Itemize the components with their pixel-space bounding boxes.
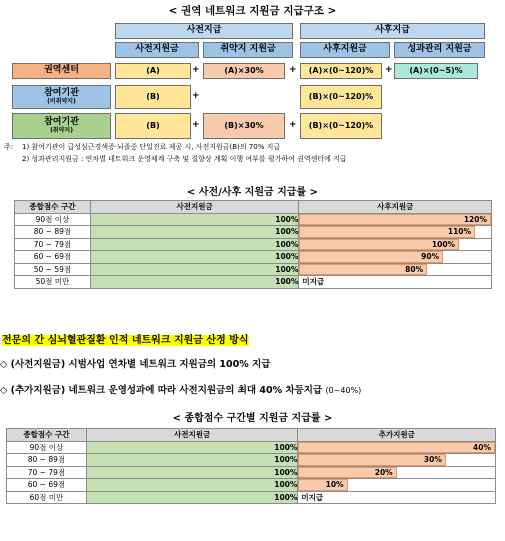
pre-support-subheader: 사전지원금 [115, 42, 199, 58]
score-range-cell: 50 ~ 59점 [15, 263, 91, 276]
notes-label: 주: [4, 143, 14, 151]
pre-support-cell: 100% [86, 441, 298, 454]
participant-vulnerable-pre-cell: (B) [115, 113, 191, 139]
post-support-cell [299, 276, 492, 289]
performance-support-subheader: 성과관리 지원금 [394, 42, 485, 58]
regional-center-label: 권역센터 [12, 63, 111, 79]
pre-payment-header: 사전지급 [115, 23, 293, 39]
rate-row [15, 276, 492, 289]
pre-support-cell: 100% [86, 466, 298, 479]
bullet-additional-range: (0~40%) [325, 386, 362, 395]
network-heading-text: 전문의 간 심뇌혈관질환 인적 네트워크 지원금 산정 방식 [2, 335, 249, 346]
plus-sign: + [192, 91, 200, 101]
rate-row [15, 238, 492, 251]
bullet-pre-support [0, 356, 270, 370]
pre-support-cell: 100% [90, 263, 299, 276]
participant-nonvulnerable-pre-cell: (B) [115, 85, 191, 109]
rate-bar: 40% [298, 442, 495, 454]
diamond-bullet-icon: ◇ [0, 359, 8, 370]
post-payment-header: 사후지급 [300, 23, 485, 39]
pre-support-cell: 100% [90, 226, 299, 239]
rate-bar: 30% [298, 454, 445, 466]
rate-bar: 90% [299, 251, 443, 263]
header-additional-support: 추가지원금 [298, 429, 496, 442]
additional-support-cell [298, 454, 496, 467]
score-range-cell: 60 ~ 69점 [15, 251, 91, 264]
bullet-additional-support-text: (추가지원금) 네트워크 운영성과에 따라 사전지원금의 최대 40% 차등지급 [10, 385, 323, 396]
note-1: 1) 참여기관이 급성심근경색증·뇌졸중 단일진료 제공 시, 사전지원금(B)의 70% 지급 [22, 143, 281, 151]
score-rate-table [6, 428, 496, 504]
rate-row [15, 263, 492, 276]
participant-sublabel: (취약지) [50, 126, 73, 134]
rate-bar: 20% [298, 467, 396, 479]
participant-vulnerable-label [12, 113, 111, 139]
score-range-cell: 50점 미만 [15, 276, 91, 289]
participant-sublabel: (비취약지) [47, 97, 76, 105]
rate-bar: 120% [299, 214, 491, 226]
note-2: 2) 성과관리지원금 : 연차별 네트워크 운영체계 구축 및 질향상 계획 이행 여부를 평가하여 권역센터에 지급 [22, 155, 347, 163]
bullet-additional-support [0, 382, 361, 396]
rate-row [15, 251, 492, 264]
diamond-bullet-icon: ◇ [0, 385, 8, 396]
score-row [7, 441, 496, 454]
rate-bar: 100% [299, 239, 459, 251]
post-support-cell [299, 251, 492, 264]
score-range-cell: 70 ~ 79점 [7, 466, 87, 479]
regional-vulnerable-cell: (A)×30% [203, 63, 285, 79]
header-pre-support: 사전지원금 [90, 201, 299, 214]
regional-performance-cell: (A)×(0~5)% [394, 63, 478, 79]
pre-support-cell: 100% [90, 213, 299, 226]
pre-support-cell: 100% [90, 251, 299, 264]
pre-support-cell: 100% [86, 491, 298, 504]
plus-sign: + [192, 65, 200, 75]
participant-vulnerable-cell: (B)×30% [203, 113, 285, 139]
rate-bar: 10% [298, 479, 347, 491]
score-range-cell: 70 ~ 79점 [15, 238, 91, 251]
score-row [7, 466, 496, 479]
regional-pre-cell: (A) [115, 63, 191, 79]
post-support-cell [299, 238, 492, 251]
participant-nonvulnerable-post-cell: (B)×(0~120)% [300, 85, 382, 109]
rate-bar: 80% [299, 264, 427, 276]
post-support-cell [299, 226, 492, 239]
participant-label: 참여기관 [44, 88, 79, 99]
bullet-pre-support-text: (사전지원금) 시범사업 연차별 네트워크 지원금의 100% 지급 [10, 359, 271, 370]
rate-bar: 110% [299, 226, 475, 238]
regional-post-cell: (A)×(0~120)% [300, 63, 382, 79]
table1-title: < 사전/사후 지원금 지급률 > [187, 187, 318, 198]
participant-vulnerable-post-cell: (B)×(0~120)% [300, 113, 382, 139]
score-row [7, 454, 496, 467]
pre-support-cell: 100% [86, 479, 298, 492]
score-range-cell: 90점 이상 [7, 441, 87, 454]
score-range-cell: 80 ~ 89점 [15, 226, 91, 239]
pre-support-cell: 100% [86, 454, 298, 467]
plus-sign: + [192, 120, 200, 130]
vulnerable-support-subheader: 취약지 지원금 [203, 42, 293, 58]
additional-support-cell [298, 441, 496, 454]
score-row [7, 491, 496, 504]
pre-support-cell: 100% [90, 276, 299, 289]
pre-post-rate-table [14, 200, 492, 289]
post-support-cell [299, 213, 492, 226]
score-range-cell: 80 ~ 89점 [7, 454, 87, 467]
structure-title: < 권역 네트워크 지원금 지급구조 > [168, 5, 337, 17]
score-range-cell: 60 ~ 69점 [7, 479, 87, 492]
header-pre-support: 사전지원금 [86, 429, 298, 442]
additional-support-cell [298, 479, 496, 492]
network-section-heading [2, 331, 249, 346]
score-range-cell: 60점 미만 [7, 491, 87, 504]
not-paid-label: 미지급 [301, 492, 324, 502]
plus-sign: + [289, 120, 297, 130]
plus-sign: + [289, 65, 297, 75]
header-score-range: 종합점수 구간 [15, 201, 91, 214]
rate-row [15, 226, 492, 239]
rate-row [15, 213, 492, 226]
post-support-subheader: 사후지원금 [300, 42, 390, 58]
pre-support-cell: 100% [90, 238, 299, 251]
plus-sign: + [385, 65, 393, 75]
header-score-range: 종합점수 구간 [7, 429, 87, 442]
participant-label: 참여기관 [44, 117, 79, 128]
additional-support-cell [298, 466, 496, 479]
post-support-cell [299, 263, 492, 276]
participant-nonvulnerable-label [12, 85, 111, 109]
score-range-cell: 90점 이상 [15, 213, 91, 226]
not-paid-label: 미지급 [302, 277, 325, 286]
header-post-support: 사후지원금 [299, 201, 492, 214]
score-row [7, 479, 496, 492]
table2-title: < 종합점수 구간별 지원금 지급률 > [172, 413, 333, 424]
additional-support-cell [298, 491, 496, 504]
